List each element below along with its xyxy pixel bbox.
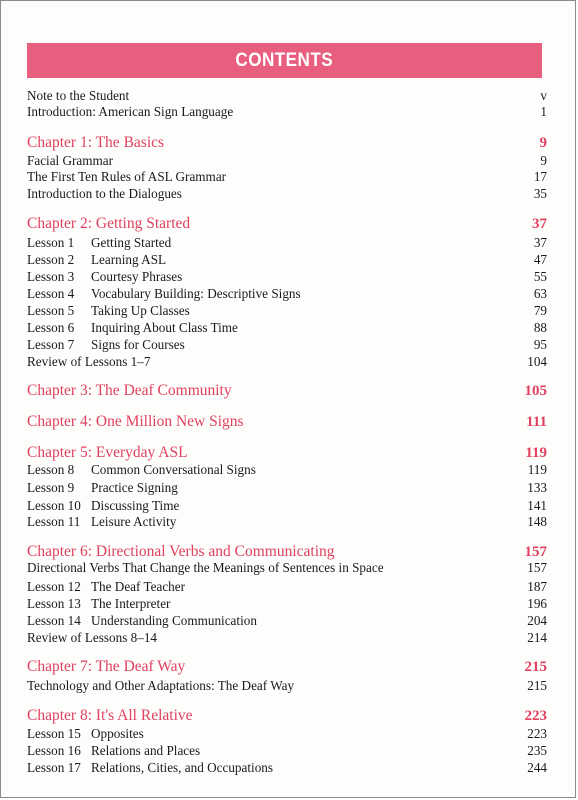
lesson-number: Lesson 17 [27,760,81,775]
lesson-number: Lesson 16 [27,743,81,758]
chapter-heading[interactable] [27,214,547,234]
chapter-title: Chapter 1: The Basics [27,134,165,151]
lesson-title: Practice Signing [91,480,178,495]
entry-page: 35 [533,186,547,201]
entry-page: 17 [533,169,547,184]
toc-entry[interactable] [27,104,547,120]
lesson-title: Vocabulary Building: Descriptive Signs [91,286,301,301]
entry-page: 79 [533,303,547,318]
lesson-entry[interactable] [27,514,547,530]
toc-entry[interactable] [27,169,547,185]
entry-page: 37 [533,235,547,250]
lesson-number: Lesson 15 [27,726,81,741]
lesson-title: Leisure Activity [91,514,177,529]
chapter-title: Chapter 6: Directional Verbs and Communicating [27,543,335,560]
lesson-number: Lesson 13 [27,596,81,611]
lesson-title: Opposites [91,726,144,741]
lesson-title: Courtesy Phrases [91,269,183,284]
entry-page: 215 [527,678,547,693]
lesson-entry[interactable] [27,252,547,268]
entry-page: 157 [527,560,547,575]
lesson-entry[interactable] [27,743,547,759]
lesson-number: Lesson 12 [27,579,81,594]
toc-entry[interactable] [27,153,547,169]
lesson-title: Signs for Courses [91,337,185,352]
entry-page: v [540,88,547,103]
lesson-entry[interactable] [27,337,547,353]
chapter-page: 157 [524,544,547,560]
chapter-heading[interactable] [27,657,547,677]
lesson-entry[interactable] [27,596,547,612]
lesson-number: Lesson 10 [27,498,81,513]
contents-banner [27,43,542,78]
lesson-number: Lesson 1 [27,235,75,250]
lesson-entry[interactable] [27,269,547,285]
lesson-title: Taking Up Classes [91,303,190,318]
entry-page: 95 [533,337,547,352]
lesson-title: Relations, Cities, and Occupations [91,760,274,775]
lesson-title: Relations and Places [91,743,201,758]
lesson-title: Getting Started [91,235,172,250]
lesson-entry[interactable] [27,726,547,742]
chapter-heading[interactable] [27,542,547,562]
lesson-entry[interactable] [27,498,547,514]
lesson-number: Lesson 9 [27,480,75,495]
entry-label: Directional Verbs That Change the Meanings of Sentences in Space [27,560,384,575]
entry-page: 119 [527,462,547,477]
entry-label: Introduction: American Sign Language [27,104,234,119]
chapter-heading[interactable] [27,412,547,432]
lesson-entry[interactable] [27,320,547,336]
chapter-title: Chapter 8: It's All Relative [27,707,193,724]
toc-entry[interactable] [27,88,547,104]
lesson-title: Inquiring About Class Time [91,320,238,335]
entry-label: Facial Grammar [27,153,114,168]
entry-page: 235 [527,743,547,758]
chapter-page: 9 [539,135,547,151]
lesson-title: Common Conversational Signs [91,462,256,477]
chapter-page: 111 [526,414,547,430]
entry-label: Review of Lessons 1–7 [27,354,151,369]
lesson-title: The Deaf Teacher [91,579,186,594]
chapter-page: 223 [524,708,547,724]
chapter-page: 105 [524,383,547,399]
entry-page: 141 [527,498,547,513]
entry-page: 187 [527,579,547,594]
entry-page: 55 [533,269,547,284]
toc-entry[interactable] [27,560,547,576]
entry-page: 196 [527,596,547,611]
entry-label: Note to the Student [27,88,130,103]
entry-label: Technology and Other Adaptations: The Deaf Way [27,678,295,693]
chapter-heading[interactable] [27,133,547,153]
chapter-title: Chapter 2: Getting Started [27,215,191,232]
lesson-entry[interactable] [27,286,547,302]
chapter-title: Chapter 4: One Million New Signs [27,413,244,430]
entry-label: Introduction to the Dialogues [27,186,182,201]
chapter-heading[interactable] [27,706,547,726]
entry-page: 244 [527,760,547,775]
lesson-title: Learning ASL [91,252,167,267]
entry-label: Review of Lessons 8–14 [27,630,158,645]
lesson-entry[interactable] [27,480,547,496]
contents-title: CONTENTS [235,49,334,71]
entry-label: The First Ten Rules of ASL Grammar [27,169,227,184]
lesson-number: Lesson 14 [27,613,81,628]
entry-page: 63 [533,286,547,301]
lesson-number: Lesson 5 [27,303,75,318]
lesson-entry[interactable] [27,235,547,251]
lesson-number: Lesson 11 [27,514,81,529]
chapter-heading[interactable] [27,443,547,463]
chapter-page: 215 [524,659,547,675]
chapter-title: Chapter 3: The Deaf Community [27,382,232,399]
lesson-title: The Interpreter [91,596,171,611]
lesson-entry[interactable] [27,760,547,776]
entry-page: 133 [527,480,547,495]
toc-entry[interactable] [27,186,547,202]
lesson-number: Lesson 6 [27,320,75,335]
lesson-entry[interactable] [27,303,547,319]
lesson-number: Lesson 8 [27,462,75,477]
entry-page: 223 [527,726,547,741]
entry-page: 214 [527,630,547,645]
entry-page: 148 [527,514,547,529]
lesson-title: Understanding Communication [91,613,257,628]
entry-page: 104 [527,354,547,369]
chapter-page: 37 [532,216,547,232]
chapter-page: 119 [525,445,547,461]
lesson-number: Lesson 3 [27,269,75,284]
lesson-entry[interactable] [27,462,547,478]
lesson-number: Lesson 2 [27,252,75,267]
entry-page: 88 [533,320,547,335]
entry-page: 1 [540,104,547,119]
chapter-title: Chapter 5: Everyday ASL [27,444,188,461]
lesson-number: Lesson 7 [27,337,75,352]
entry-page: 204 [527,613,547,628]
toc-entry[interactable] [27,678,547,694]
chapter-heading[interactable] [27,381,547,401]
lesson-number: Lesson 4 [27,286,75,301]
lesson-entry[interactable] [27,579,547,595]
entry-page: 47 [533,252,547,267]
toc-entry[interactable] [27,354,547,370]
entry-page: 9 [540,153,547,168]
chapter-title: Chapter 7: The Deaf Way [27,658,186,675]
lesson-title: Discussing Time [91,498,180,513]
toc-entry[interactable] [27,630,547,646]
lesson-entry[interactable] [27,613,547,629]
